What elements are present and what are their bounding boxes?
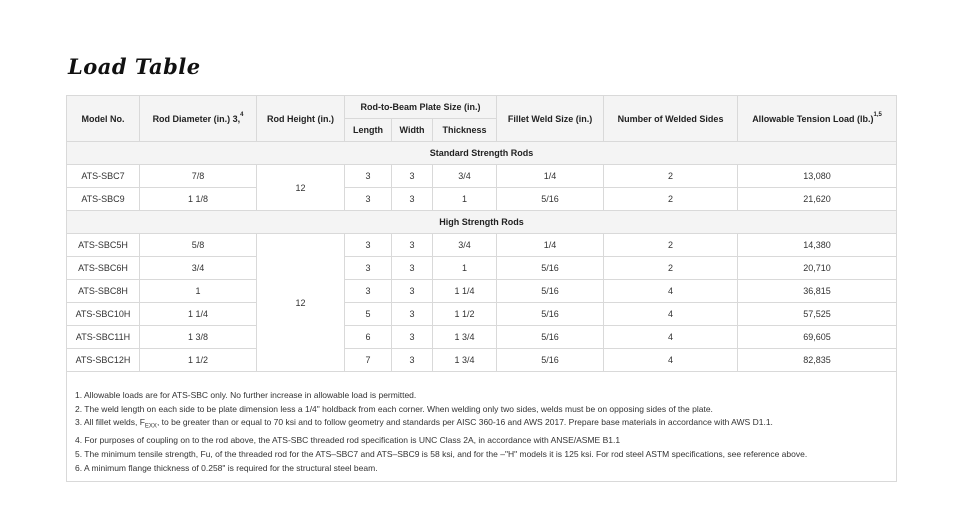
cell-sides: 4 xyxy=(604,349,738,372)
cell-width: 3 xyxy=(392,303,433,326)
footnote-2: 2. The weld length on each side to be plate dimension less a 1/4" holdback from each corner. When welding only two sides, welds must be on opposing sides of the plate. xyxy=(75,403,713,414)
footnote-4: 4. For purposes of coupling on to the rod above, the ATS-SBC threaded rod specification is UNC Class 2A, in accordance with ANSE/ASME B1.1 xyxy=(75,435,621,446)
cell-model: ATS-SBC12H xyxy=(67,349,140,372)
cell-diameter: 3/4 xyxy=(140,257,257,280)
header-rod-height: Rod Height (in.) xyxy=(257,96,345,142)
cell-sides: 2 xyxy=(604,188,738,211)
header-fillet-weld: Fillet Weld Size (in.) xyxy=(497,96,604,142)
cell-model: ATS-SBC5H xyxy=(67,234,140,257)
footnote-6: 6. A minimum flange thickness of 0.258" is required for the structural steel beam. xyxy=(75,462,378,473)
footnotes xyxy=(75,389,807,475)
cell-thickness: 3/4 xyxy=(433,165,497,188)
cell-rod-height: 12 xyxy=(257,234,345,372)
cell-width: 3 xyxy=(392,280,433,303)
cell-model: ATS-SBC9 xyxy=(67,188,140,211)
table-row xyxy=(67,234,897,257)
cell-length: 6 xyxy=(345,326,392,349)
header-row xyxy=(67,96,897,119)
cell-tension: 13,080 xyxy=(738,165,897,188)
cell-length: 3 xyxy=(345,188,392,211)
header-width: Width xyxy=(392,119,433,142)
cell-thickness: 3/4 xyxy=(433,234,497,257)
cell-sides: 2 xyxy=(604,165,738,188)
footnote-1: 1. Allowable loads are for ATS-SBC only. No further increase in allowable load is permitted. xyxy=(75,390,417,400)
section-title: Standard Strength Rods xyxy=(67,142,897,165)
section-header-row xyxy=(67,211,897,234)
cell-tension: 20,710 xyxy=(738,257,897,280)
cell-width: 3 xyxy=(392,326,433,349)
table-row xyxy=(67,326,897,349)
cell-sides: 2 xyxy=(604,234,738,257)
cell-thickness: 1 xyxy=(433,188,497,211)
footnote-5: 5. The minimum tensile strength, Fu, of the threaded rod for the ATS–SBC7 and ATS–SBC9 is 58 ksi, and for the –"H" models it is 125 ksi. For rod steel ASTM specifications, see reference above. xyxy=(75,449,808,460)
cell-fillet: 1/4 xyxy=(497,234,604,257)
cell-diameter: 1 1/4 xyxy=(140,303,257,326)
cell-thickness: 1 1/4 xyxy=(433,280,497,303)
cell-thickness: 1 xyxy=(433,257,497,280)
cell-fillet: 5/16 xyxy=(497,280,604,303)
cell-sides: 4 xyxy=(604,303,738,326)
section-title: High Strength Rods xyxy=(67,211,897,234)
cell-thickness: 1 1/2 xyxy=(433,303,497,326)
cell-width: 3 xyxy=(392,349,433,372)
cell-diameter: 1 1/8 xyxy=(140,188,257,211)
cell-width: 3 xyxy=(392,188,433,211)
header-thickness: Thickness xyxy=(433,119,497,142)
cell-tension: 57,525 xyxy=(738,303,897,326)
cell-diameter: 1 xyxy=(140,280,257,303)
cell-sides: 4 xyxy=(604,280,738,303)
cell-thickness: 1 3/4 xyxy=(433,349,497,372)
header-tension-load: Allowable Tension Load $(lb.)^{1,5}$ xyxy=(738,96,897,142)
cell-length: 3 xyxy=(345,257,392,280)
cell-diameter: 7/8 xyxy=(140,165,257,188)
section-header-row xyxy=(67,142,897,165)
cell-fillet: 5/16 xyxy=(497,188,604,211)
cell-model: ATS-SBC6H xyxy=(67,257,140,280)
cell-tension: 36,815 xyxy=(738,280,897,303)
table-row xyxy=(67,280,897,303)
cell-fillet: 5/16 xyxy=(497,303,604,326)
cell-diameter: 5/8 xyxy=(140,234,257,257)
header-model: Model No. xyxy=(67,96,140,142)
footnote-3: 3. All fillet welds, $F_{EXX}$, to be greater than or equal to 70 ksi and to follow geometry and standards per AISC 360-16 and AWS 2017. Prepare base materials in accordance with AWS D1.1. xyxy=(75,417,773,430)
header-length: Length xyxy=(345,119,392,142)
table-row xyxy=(67,349,897,372)
cell-width: 3 xyxy=(392,234,433,257)
cell-rod-height: 12 xyxy=(257,165,345,211)
cell-model: ATS-SBC8H xyxy=(67,280,140,303)
load-table xyxy=(66,95,897,372)
cell-diameter: 1 1/2 xyxy=(140,349,257,372)
cell-length: 3 xyxy=(345,280,392,303)
cell-length: 3 xyxy=(345,165,392,188)
table-row xyxy=(67,188,897,211)
cell-thickness: 1 3/4 xyxy=(433,326,497,349)
table-row xyxy=(67,257,897,280)
cell-length: 5 xyxy=(345,303,392,326)
header-rod-diameter: Rod Diameter (in.) 3,$^4$ xyxy=(140,96,257,142)
cell-model: ATS-SBC7 xyxy=(67,165,140,188)
cell-tension: 21,620 xyxy=(738,188,897,211)
cell-model: ATS-SBC11H xyxy=(67,326,140,349)
table-row xyxy=(67,303,897,326)
cell-model: ATS-SBC10H xyxy=(67,303,140,326)
cell-width: 3 xyxy=(392,165,433,188)
cell-length: 3 xyxy=(345,234,392,257)
cell-sides: 4 xyxy=(604,326,738,349)
cell-fillet: 1/4 xyxy=(497,165,604,188)
cell-fillet: 5/16 xyxy=(497,257,604,280)
cell-diameter: 1 3/8 xyxy=(140,326,257,349)
header-welded-sides: Number of Welded Sides xyxy=(604,96,738,142)
cell-fillet: 5/16 xyxy=(497,326,604,349)
cell-tension: 69,605 xyxy=(738,326,897,349)
header-plate-size: Rod-to-Beam Plate Size (in.) xyxy=(345,96,497,119)
cell-tension: 14,380 xyxy=(738,234,897,257)
cell-length: 7 xyxy=(345,349,392,372)
cell-fillet: 5/16 xyxy=(497,349,604,372)
table-row xyxy=(67,165,897,188)
cell-tension: 82,835 xyxy=(738,349,897,372)
cell-width: 3 xyxy=(392,257,433,280)
cell-sides: 2 xyxy=(604,257,738,280)
page-title: Load Table xyxy=(68,54,201,79)
